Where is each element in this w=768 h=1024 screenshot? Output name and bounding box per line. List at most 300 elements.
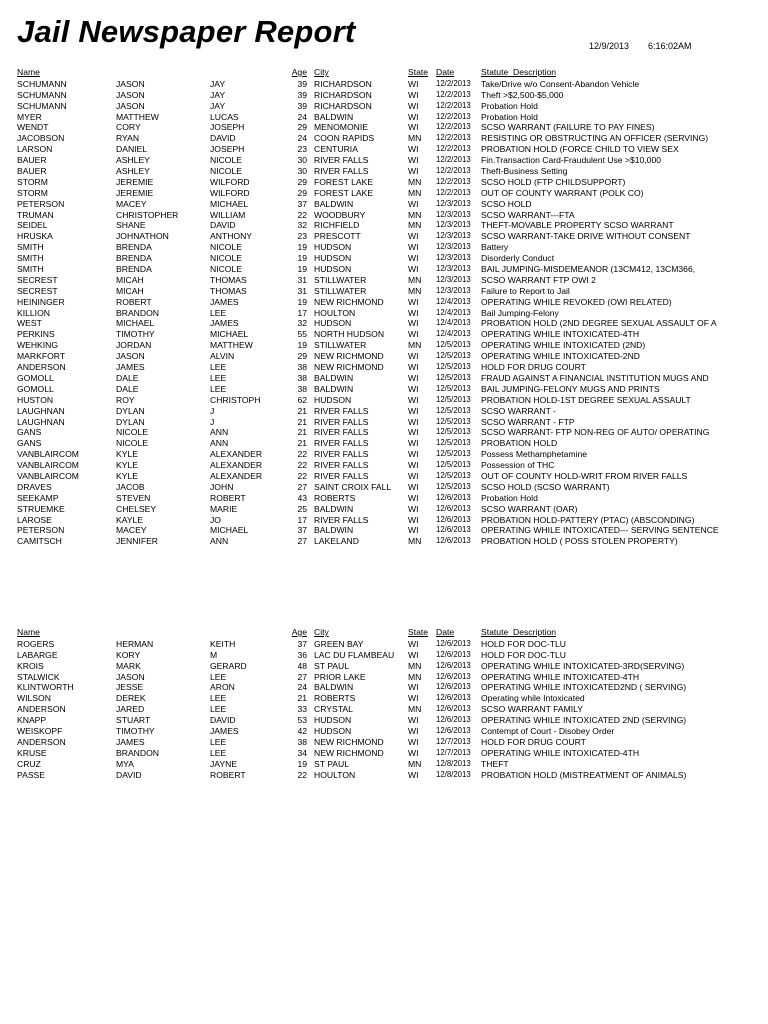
age: 21 <box>297 427 307 438</box>
header-state: State <box>408 67 429 77</box>
table-row <box>0 704 768 715</box>
middle-name: JOSEPH <box>210 122 245 133</box>
last-name: SECREST <box>17 285 58 296</box>
state: MN <box>408 176 422 187</box>
city: HUDSON <box>314 264 352 275</box>
first-name: SHANE <box>116 220 146 231</box>
date: 12/5/2013 <box>436 372 471 382</box>
table-header <box>0 68 768 79</box>
state: WI <box>408 253 419 264</box>
table-row <box>0 726 768 737</box>
first-name: KYLE <box>116 460 138 471</box>
middle-name: THOMAS <box>210 285 247 296</box>
age: 29 <box>297 187 307 198</box>
city: RIVER FALLS <box>314 166 369 177</box>
age: 34 <box>297 747 307 758</box>
statute-description: PROBATION HOLD-PATTERY (PTAC) (ABSCONDING) <box>481 514 695 525</box>
table-row <box>0 759 768 770</box>
statute-description: PROBATION HOLD (MISTREATMENT OF ANIMALS) <box>481 769 687 780</box>
age: 21 <box>297 416 307 427</box>
print-date: 12/9/2013 <box>589 41 630 51</box>
age: 38 <box>297 372 307 383</box>
last-name: MARKFORT <box>17 351 66 362</box>
city: LAC DU FLAMBEAU <box>314 649 395 660</box>
middle-name: LEE <box>210 372 227 383</box>
statute-description: OPERATING WHILE INTOXICATED-2ND <box>481 351 641 362</box>
table-row <box>0 693 768 704</box>
first-name: JAMES <box>116 736 145 747</box>
statute-description: SCSO WARRANT - FTP <box>481 416 575 427</box>
date: 12/3/2013 <box>436 242 471 252</box>
last-name: GANS <box>17 427 42 438</box>
table-row <box>0 471 768 482</box>
city: RICHARDSON <box>314 100 372 111</box>
first-name: KAYLE <box>116 514 144 525</box>
age: 29 <box>297 351 307 362</box>
city: STILLWATER <box>314 274 367 285</box>
last-name: GOMOLL <box>17 372 54 383</box>
date: 12/6/2013 <box>436 638 471 648</box>
first-name: KORY <box>116 649 141 660</box>
state: MN <box>408 274 422 285</box>
date: 12/3/2013 <box>436 253 471 263</box>
age: 29 <box>297 176 307 187</box>
city: NEW RICHMOND <box>314 296 384 307</box>
middle-name: LEE <box>210 383 227 394</box>
first-name: JARED <box>116 704 145 715</box>
state: MN <box>408 536 422 547</box>
state: WI <box>408 198 419 209</box>
age: 19 <box>297 242 307 253</box>
last-name: KRUSE <box>17 747 47 758</box>
date: 12/6/2013 <box>436 693 471 703</box>
first-name: MICHAEL <box>116 318 155 329</box>
middle-name: JO <box>210 514 221 525</box>
city: RIVER FALLS <box>314 405 369 416</box>
city: HUDSON <box>314 253 352 264</box>
date: 12/6/2013 <box>436 492 471 502</box>
state: WI <box>408 394 419 405</box>
state: MN <box>408 220 422 231</box>
table-row <box>0 166 768 177</box>
table-row <box>0 384 768 395</box>
state: MN <box>408 660 422 671</box>
middle-name: LEE <box>210 671 227 682</box>
last-name: STRUEMKE <box>17 503 65 514</box>
table-row <box>0 661 768 672</box>
date: 12/5/2013 <box>436 427 471 437</box>
city: RIVER FALLS <box>314 438 369 449</box>
date: 12/8/2013 <box>436 758 471 768</box>
city: RIVER FALLS <box>314 155 369 166</box>
statute-description: Theft-Business Setting <box>481 166 568 177</box>
middle-name: LEE <box>210 693 227 704</box>
date: 12/4/2013 <box>436 296 471 306</box>
first-name: JORDAN <box>116 340 152 351</box>
middle-name: J <box>210 405 215 416</box>
state: WI <box>408 726 419 737</box>
header-date: Date <box>436 67 455 77</box>
table-row <box>0 231 768 242</box>
age: 27 <box>297 481 307 492</box>
last-name: BAUER <box>17 166 47 177</box>
last-name: KILLION <box>17 307 50 318</box>
state: WI <box>408 514 419 525</box>
statute-description: Possession of THC <box>481 460 555 471</box>
city: RICHARDSON <box>314 78 372 89</box>
last-name: WILSON <box>17 693 51 704</box>
table-row <box>0 199 768 210</box>
date: 12/5/2013 <box>436 416 471 426</box>
age: 23 <box>297 231 307 242</box>
age: 33 <box>297 704 307 715</box>
first-name: MATTHEW <box>116 111 159 122</box>
city: BALDWIN <box>314 198 354 209</box>
first-name: DYLAN <box>116 405 145 416</box>
state: WI <box>408 351 419 362</box>
age: 19 <box>297 264 307 275</box>
first-name: KYLE <box>116 470 138 481</box>
city: CENTURIA <box>314 144 358 155</box>
statute-description: RESISTING OR OBSTRUCTING AN OFFICER (SERVING) <box>481 133 709 144</box>
table-header <box>0 628 768 639</box>
middle-name: JAMES <box>210 318 239 329</box>
state: WI <box>408 372 419 383</box>
statute-description: FRAUD AGAINST A FINANCIAL INSTITUTION MUGS AND <box>481 372 709 383</box>
table-row <box>0 242 768 253</box>
first-name: MACEY <box>116 198 147 209</box>
last-name: STALWICK <box>17 671 60 682</box>
date: 12/2/2013 <box>436 187 471 197</box>
report-table-2 <box>0 628 768 780</box>
middle-name: JOHN <box>210 481 234 492</box>
table-row <box>0 210 768 221</box>
state: WI <box>408 89 419 100</box>
statute-description: HOLD FOR DOC-TLU <box>481 638 566 649</box>
state: WI <box>408 416 419 427</box>
report-title: Jail Newspaper Report <box>17 14 356 49</box>
state: WI <box>408 460 419 471</box>
table-row <box>0 144 768 155</box>
age: 37 <box>297 525 307 536</box>
state: WI <box>408 492 419 503</box>
table-row <box>0 449 768 460</box>
table-row <box>0 395 768 406</box>
state: WI <box>408 144 419 155</box>
state: WI <box>408 715 419 726</box>
header-age: Age <box>291 67 307 77</box>
middle-name: NICOLE <box>210 253 242 264</box>
last-name: HUSTON <box>17 394 54 405</box>
first-name: DAVID <box>116 769 142 780</box>
last-name: WEISKOPF <box>17 726 63 737</box>
statute-description: HOLD FOR DRUG COURT <box>481 362 586 373</box>
date: 12/3/2013 <box>436 285 471 295</box>
header-state: State <box>408 627 429 637</box>
statute-description: Contempt of Court - Disobey Order <box>481 726 615 737</box>
statute-description: OPERATING WHILE INTOXICATED (2ND) <box>481 340 646 351</box>
date: 12/5/2013 <box>436 405 471 415</box>
first-name: BRENDA <box>116 242 152 253</box>
date: 12/5/2013 <box>436 481 471 491</box>
table-row <box>0 525 768 536</box>
report-table-1 <box>0 68 768 547</box>
middle-name: WILLIAM <box>210 209 246 220</box>
table-row <box>0 737 768 748</box>
statute-description: SCSO WARRANT---FTA <box>481 209 575 220</box>
last-name: PERKINS <box>17 329 55 340</box>
table-row <box>0 286 768 297</box>
state: WI <box>408 682 419 693</box>
first-name: JASON <box>116 671 145 682</box>
city: BALDWIN <box>314 525 354 536</box>
city: STILLWATER <box>314 340 367 351</box>
date: 12/7/2013 <box>436 736 471 746</box>
first-name: DALE <box>116 372 139 383</box>
first-name: HERMAN <box>116 638 154 649</box>
date: 12/6/2013 <box>436 503 471 513</box>
statute-description: SCSO WARRANT FTP OWI 2 <box>481 274 596 285</box>
age: 55 <box>297 329 307 340</box>
age: 25 <box>297 503 307 514</box>
age: 31 <box>297 285 307 296</box>
table-row <box>0 373 768 384</box>
first-name: BRANDON <box>116 307 159 318</box>
state: WI <box>408 427 419 438</box>
last-name: TRUMAN <box>17 209 54 220</box>
table-row <box>0 79 768 90</box>
age: 39 <box>297 89 307 100</box>
table-row <box>0 122 768 133</box>
statute-description: BAIL JUMPING-FELONY MUGS AND PRINTS <box>481 383 660 394</box>
last-name: WEST <box>17 318 42 329</box>
age: 17 <box>297 307 307 318</box>
statute-description: PROBATION HOLD (FORCE CHILD TO VIEW SEX <box>481 144 679 155</box>
first-name: ROBERT <box>116 296 152 307</box>
city: COON RAPIDS <box>314 133 375 144</box>
age: 21 <box>297 693 307 704</box>
table-row <box>0 308 768 319</box>
city: HUDSON <box>314 394 352 405</box>
state: MN <box>408 758 422 769</box>
last-name: LARSON <box>17 144 53 155</box>
city: ROBERTS <box>314 693 356 704</box>
date: 12/2/2013 <box>436 155 471 165</box>
city: RIVER FALLS <box>314 416 369 427</box>
state: WI <box>408 470 419 481</box>
table-row <box>0 329 768 340</box>
table-row <box>0 482 768 493</box>
age: 17 <box>297 514 307 525</box>
state: WI <box>408 307 419 318</box>
statute-description: Probation Hold <box>481 492 538 503</box>
age: 32 <box>297 220 307 231</box>
statute-description: OPERATING WHILE REVOKED (OWI RELATED) <box>481 296 672 307</box>
table-row <box>0 427 768 438</box>
middle-name: ANN <box>210 427 229 438</box>
last-name: ANDERSON <box>17 736 66 747</box>
statute-description: SCSO WARRANT (FAILURE TO PAY FINES) <box>481 122 655 133</box>
city: FOREST LAKE <box>314 176 374 187</box>
age: 30 <box>297 166 307 177</box>
date: 12/5/2013 <box>436 470 471 480</box>
first-name: JEREMIE <box>116 187 154 198</box>
date: 12/3/2013 <box>436 209 471 219</box>
date: 12/6/2013 <box>436 660 471 670</box>
state: WI <box>408 166 419 177</box>
date: 12/2/2013 <box>436 133 471 143</box>
table-row <box>0 275 768 286</box>
table-row <box>0 515 768 526</box>
state: MN <box>408 285 422 296</box>
first-name: MACEY <box>116 525 147 536</box>
table-row <box>0 493 768 504</box>
middle-name: JAY <box>210 100 226 111</box>
table-row <box>0 188 768 199</box>
date: 12/2/2013 <box>436 100 471 110</box>
last-name: MYER <box>17 111 42 122</box>
age: 36 <box>297 649 307 660</box>
table-row <box>0 297 768 308</box>
last-name: PASSE <box>17 769 46 780</box>
middle-name: GERARD <box>210 660 247 671</box>
state: MN <box>408 133 422 144</box>
statute-description: PROBATION HOLD (2ND DEGREE SEXUAL ASSAULT OF A <box>481 318 717 329</box>
state: WI <box>408 155 419 166</box>
state: WI <box>408 769 419 780</box>
middle-name: WILFORD <box>210 187 250 198</box>
middle-name: DAVID <box>210 715 236 726</box>
city: HUDSON <box>314 715 352 726</box>
first-name: ASHLEY <box>116 166 150 177</box>
state: WI <box>408 264 419 275</box>
age: 39 <box>297 78 307 89</box>
middle-name: ANN <box>210 438 229 449</box>
date: 12/6/2013 <box>436 649 471 659</box>
state: WI <box>408 111 419 122</box>
statute-description: OPERATING WHILE INTOXICATED 2ND (SERVING) <box>481 715 687 726</box>
state: WI <box>408 747 419 758</box>
table-row <box>0 90 768 101</box>
city: RIVER FALLS <box>314 514 369 525</box>
statute-description: Operating while Intoxicated <box>481 693 585 704</box>
statute-description: Failure to Report to Jail <box>481 285 570 296</box>
header-name: Name <box>17 67 40 77</box>
city: MENOMONIE <box>314 122 368 133</box>
state: WI <box>408 100 419 111</box>
date: 12/4/2013 <box>436 318 471 328</box>
middle-name: THOMAS <box>210 274 247 285</box>
age: 37 <box>297 638 307 649</box>
age: 22 <box>297 449 307 460</box>
age: 22 <box>297 769 307 780</box>
statute-description: SCSO HOLD <box>481 198 532 209</box>
table-row <box>0 639 768 650</box>
statute-description: Theft >$2,500-$5,000 <box>481 89 564 100</box>
middle-name: LEE <box>210 736 227 747</box>
city: NEW RICHMOND <box>314 351 384 362</box>
date: 12/2/2013 <box>436 122 471 132</box>
first-name: MYA <box>116 758 134 769</box>
table-row <box>0 748 768 759</box>
header-city: City <box>314 67 329 77</box>
first-name: TIMOTHY <box>116 726 155 737</box>
date: 12/2/2013 <box>436 111 471 121</box>
last-name: KROIS <box>17 660 44 671</box>
first-name: BRENDA <box>116 253 152 264</box>
first-name: JENNIFER <box>116 536 159 547</box>
last-name: BAUER <box>17 155 47 166</box>
table-row <box>0 715 768 726</box>
middle-name: WILFORD <box>210 176 250 187</box>
middle-name: ALEXANDER <box>210 460 263 471</box>
first-name: DEREK <box>116 693 146 704</box>
table-row <box>0 101 768 112</box>
first-name: JASON <box>116 351 145 362</box>
middle-name: LEE <box>210 307 227 318</box>
statute-description: Battery <box>481 242 509 253</box>
middle-name: J <box>210 416 215 427</box>
city: RIVER FALLS <box>314 449 369 460</box>
middle-name: NICOLE <box>210 264 242 275</box>
middle-name: JAYNE <box>210 758 238 769</box>
first-name: STUART <box>116 715 151 726</box>
date: 12/6/2013 <box>436 704 471 714</box>
statute-description: SCSO WARRANT-TAKE DRIVE WITHOUT CONSENT <box>481 231 691 242</box>
age: 38 <box>297 383 307 394</box>
first-name: ROY <box>116 394 135 405</box>
state: WI <box>408 438 419 449</box>
state: WI <box>408 405 419 416</box>
table-row <box>0 460 768 471</box>
header-statute: Statute_Description <box>481 627 556 637</box>
city: HUDSON <box>314 242 352 253</box>
state: WI <box>408 481 419 492</box>
age: 21 <box>297 438 307 449</box>
table-row <box>0 155 768 166</box>
date: 12/3/2013 <box>436 231 471 241</box>
last-name: KNAPP <box>17 715 47 726</box>
age: 42 <box>297 726 307 737</box>
first-name: BRENDA <box>116 264 152 275</box>
header-statute: Statute_Description <box>481 67 556 77</box>
table-row <box>0 438 768 449</box>
date: 12/5/2013 <box>436 394 471 404</box>
last-name: GANS <box>17 438 42 449</box>
date: 12/6/2013 <box>436 536 471 546</box>
statute-description: Disorderly Conduct <box>481 253 555 264</box>
date: 12/5/2013 <box>436 362 471 372</box>
first-name: JEREMIE <box>116 176 154 187</box>
first-name: TIMOTHY <box>116 329 155 340</box>
table-row <box>0 504 768 515</box>
age: 32 <box>297 318 307 329</box>
age: 38 <box>297 362 307 373</box>
table-row <box>0 264 768 275</box>
first-name: CORY <box>116 122 141 133</box>
city: RIVER FALLS <box>314 460 369 471</box>
table-row <box>0 417 768 428</box>
city: PRIOR LAKE <box>314 671 366 682</box>
first-name: KYLE <box>116 449 138 460</box>
city: HOULTON <box>314 769 356 780</box>
age: 24 <box>297 682 307 693</box>
statute-description: OPERATING WHILE INTOXICATED--- SERVING SENTENCE <box>481 525 719 536</box>
age: 19 <box>297 296 307 307</box>
age: 23 <box>297 144 307 155</box>
state: MN <box>408 704 422 715</box>
last-name: SECREST <box>17 274 58 285</box>
